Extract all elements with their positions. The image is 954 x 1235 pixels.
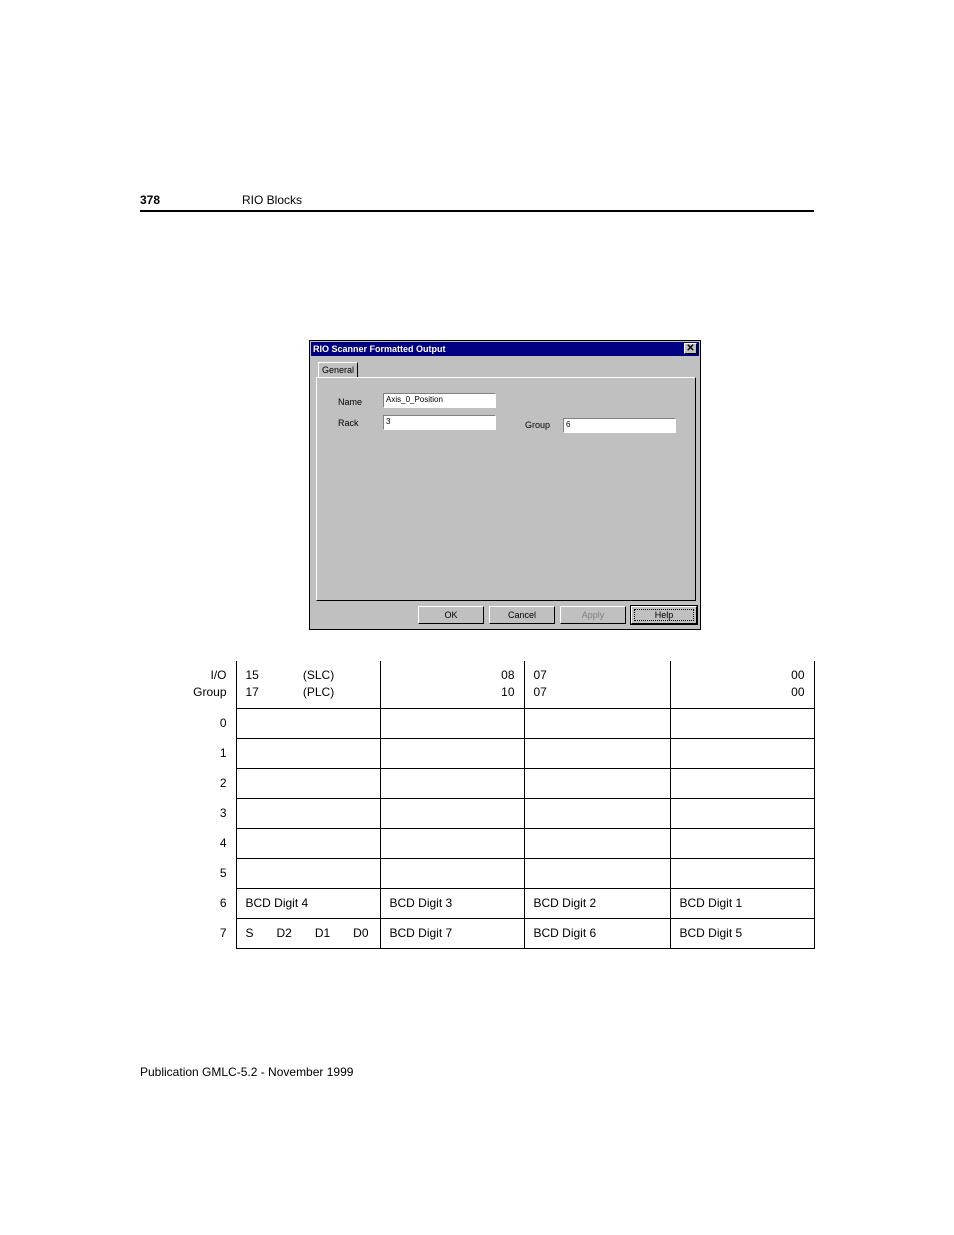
table-cell	[670, 798, 814, 828]
table-cell	[524, 708, 670, 738]
dialog-title: RIO Scanner Formatted Output	[313, 344, 446, 354]
table-cell	[524, 768, 670, 798]
bit-15: 15	[245, 668, 259, 682]
bit-d0: D0	[353, 926, 369, 940]
bit-d2: D2	[276, 926, 292, 940]
group-label: Group	[525, 420, 551, 430]
bit-header-col3	[524, 661, 670, 708]
ok-button[interactable]: OK	[418, 606, 484, 624]
table-row	[140, 828, 814, 858]
table-cell	[524, 828, 670, 858]
group-number: 7	[219, 926, 227, 940]
section-title: RIO Blocks	[242, 193, 303, 207]
table-cell: BCD Digit 2	[524, 888, 670, 918]
table-row	[140, 918, 814, 948]
plc-tag: (PLC)	[302, 685, 335, 699]
bit-08: 08	[501, 668, 515, 682]
cancel-button[interactable]: Cancel	[489, 606, 555, 624]
table-row	[140, 858, 814, 888]
table-cell	[236, 918, 380, 948]
io-label: I/O	[210, 668, 227, 682]
group-number: 5	[219, 866, 227, 880]
rio-scanner-dialog	[309, 340, 701, 630]
table-cell	[236, 708, 380, 738]
table-cell: BCD Digit 6	[524, 918, 670, 948]
table-cell: BCD Digit 4	[236, 888, 380, 918]
table-cell	[524, 738, 670, 768]
slc-tag: (SLC)	[302, 668, 335, 682]
table-cell	[380, 738, 524, 768]
apply-button[interactable]: Apply	[560, 606, 626, 624]
bit-00-plc: 00	[791, 685, 805, 699]
dialog-titlebar[interactable]	[311, 342, 699, 356]
table-cell	[670, 828, 814, 858]
table-cell: BCD Digit 1	[670, 888, 814, 918]
group-field[interactable]: 6	[563, 418, 676, 433]
tab-general[interactable]: General	[318, 362, 358, 378]
group-number: 6	[219, 896, 227, 910]
name-label: Name	[338, 397, 363, 407]
bit-s: S	[245, 926, 254, 940]
name-field[interactable]: Axis_0_Position	[383, 393, 496, 408]
table-cell	[380, 708, 524, 738]
rack-field[interactable]: 3	[383, 415, 496, 430]
table-cell	[236, 858, 380, 888]
header-rule	[140, 210, 814, 212]
bit-10: 10	[501, 685, 515, 699]
table-row	[140, 888, 814, 918]
bit-header-col1	[236, 661, 380, 708]
group-number: 1	[219, 746, 227, 760]
bit-header-col2	[380, 661, 524, 708]
bit-header-col4	[670, 661, 814, 708]
bit-07-slc: 07	[533, 668, 547, 682]
table-cell	[236, 828, 380, 858]
table-row	[140, 708, 814, 738]
table-cell: BCD Digit 5	[670, 918, 814, 948]
table-cell	[524, 798, 670, 828]
table-row	[140, 768, 814, 798]
publication-footer: Publication GMLC-5.2 - November 1999	[140, 1065, 354, 1079]
page-number: 378	[140, 193, 161, 207]
table-cell	[670, 708, 814, 738]
table-cell	[380, 798, 524, 828]
bit-17: 17	[245, 685, 259, 699]
group-number: 3	[219, 806, 227, 820]
table-cell	[670, 738, 814, 768]
io-group-header	[140, 661, 236, 708]
table-cell	[670, 858, 814, 888]
table-cell: BCD Digit 7	[380, 918, 524, 948]
bit-07-plc: 07	[533, 685, 547, 699]
table-cell	[524, 858, 670, 888]
bit-d1: D1	[314, 926, 331, 940]
close-icon[interactable]: ✕	[684, 343, 697, 354]
rack-label: Rack	[338, 418, 359, 428]
table-cell	[236, 738, 380, 768]
table-row	[140, 738, 814, 768]
table-cell	[236, 798, 380, 828]
group-label: Group	[193, 685, 227, 699]
table-cell	[380, 828, 524, 858]
help-button[interactable]: Help	[631, 606, 697, 624]
group-number: 2	[219, 776, 227, 790]
table-cell	[236, 768, 380, 798]
io-group-table	[140, 661, 815, 949]
table-cell: BCD Digit 3	[380, 888, 524, 918]
table-row	[140, 798, 814, 828]
group-number: 0	[219, 716, 227, 730]
bit-00-slc: 00	[791, 668, 805, 682]
table-header-row	[140, 661, 814, 708]
table-cell	[380, 858, 524, 888]
group-number: 4	[219, 836, 227, 850]
table-cell	[380, 768, 524, 798]
table-cell	[670, 768, 814, 798]
general-tab-panel	[316, 377, 696, 601]
